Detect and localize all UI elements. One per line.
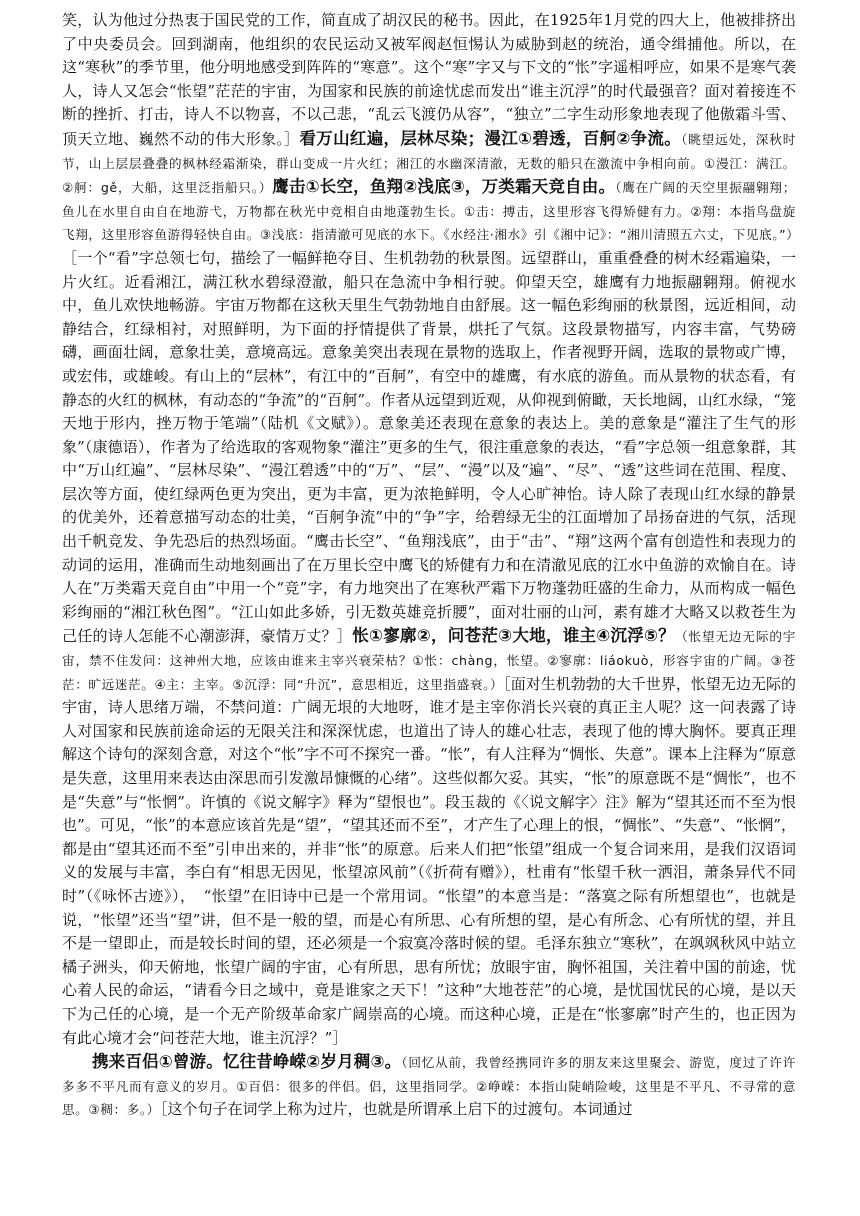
poem-line: 鹰击①长空，鱼翔②浅底③，万类霜天竞自由。 (272, 177, 616, 197)
body-paragraph (62, 1050, 796, 1122)
analysis-text: ［一个“看”字总领七句，描绘了一幅鲜艳夺目、生机勃勃的秋景图。远望群山，重重叠叠的树木经霜遍染，一片火红。近看湘江，满江秋水碧绿澄澈，船只在急流中争相行驶。仰望天空，雄鹰有力地振翮翱翔。俯视水中，鱼儿欢快地畅游。宇宙万物都在这秋天里生气勃勃地自由舒展。这一幅色彩绚丽的秋景图，远近相间，动静结合，红绿相衬，对照鲜明，为下面的抒情提供了背景，烘托了气氛。这段景物描写，内容丰富，气势磅礴，画面壮阔，意象壮美，意境高远。意象美突出表现在景物的选取上，作者视野开阔，选取的景物或广博，或宏伟，或雄峻。有山上的“层林”，有江中的“百舸”，有空中的雄鹰，有水底的游鱼。而从景物的状态看，有静态的火红的枫林，有动态的“争流”的“百舸”。作者从远望到近观，从仰视到俯瞰，天长地阔，山红水绿，“笼天地于形内，挫万物于笔端”（陆机《文赋》）。意象美还表现在意象的表达上。美的意象是“灌注了生气的形象”（康德语），作者为了给选取的客观物象“灌注”更多的生气，很注重意象的表达，“看”字总领一组意象群，其中“万山红遍”、“层林尽染”、“漫江碧透”中的“万”、“层”、“漫”以及“遍”、“尽”、“透”这些词在范围、程度、层次等方面，使红绿两色更为突出，更为丰富，更为浓艳鲜明，令人心旷神怡。诗人除了表现山红水绿的静景的优美外，还着意描写动态的壮美，“百舸争流”中的“争”字，给碧绿无尘的江面增加了昂扬奋进的气氛，活现出千帆竞发、争先恐后的热烈场面。“鹰击长空”、“鱼翔浅底”，由于“击”、“翔”这两个富有创造性和表现力的动词的运用，准确而生动地刻画出了在万里长空中鹰飞的矫健有力和在清澈见底的江水中鱼游的欢愉自在。诗人在“万类霜天竞自由”中用一个“竞”字，有力地突出了在寒秋严霜下万物蓬勃旺盛的生命力，从而构成一幅色彩绚丽的“湘江秋色图”。“江山如此多娇，引无数英雄竞折腰”，面对壮丽的山河，素有雄才大略又以救苍生为己任的诗人怎能不心潮澎湃，豪情万丈？］ (62, 248, 796, 646)
poem-annotation: （眺望远处，深秋时节，山上层层叠叠的枫林经霜渐染，群山变成一片火红；湘江的水幽深清澈，无数的船只在激流中争相向前。①漫江：满江。②舸：gě，大船，这里泛指船只。） (62, 131, 796, 196)
analysis-text: ［面对生机勃勃的大千世界，怅望无边无际的宇宙，诗人思绪万端，不禁问道：广阔无垠的大地呀，谁才是主宰你消长兴衰的真正主人呢？这一问表露了诗人对国家和民族前途命运的无限关注和深深忧虑，也道出了诗人的雄心壮志，表现了他的博大胸怀。要真正理解这个诗句的深刻含意，对这个“怅”字不可不探究一番。“怅”，有人注释为“惆怅、失意”。课本上注释为“原意是失意，这里用来表达由深思而引发激昂慷慨的心绪”。这些似都欠妥。其实，“怅”的原意既不是“惆怅”，也不是“失意”与“怅惘”。许慎的《说文解字》释为“望恨也”。段玉裁的《〈说文解字〉注》解为“望其还而不至为恨也”。可见，“怅”的本意应该首先是“望”，“望其还而不至”，才产生了心理上的恨，“惆怅”、“失意”、“怅惘”，都是由“望其还而不至”引申出来的，并非“怅”的原意。后来人们把“怅望”组成一个复合词来用，是我们汉语词义的发展与丰富，李白有“相思无因见，怅望凉风前”（《折荷有赠》），杜甫有“怅望千秋一洒泪，萧条异代不同时”（《咏怀古迹》）， “怅望”在旧诗中已是一个常用词。“怅望”的本意当是：“落寞之际有所想望也”，也就是说，“怅望”还当“望”讲，但不是一般的望，而是心有所思、心有所想的望，是心有所念、心有所忧的望，并且不是一望即止，而是较长时间的望，还必须是一个寂寞冷落时候的望。毛泽东独立“寒秋”，在飒飒秋风中站立橘子洲头，仰天俯地，怅望广阔的宇宙，心有所思，思有所忧；放眼宇宙，胸怀祖国，关注着中国的前途，忧心着人民的命运，“请看今日之域中，竟是谁家之天下！”这种“大地苍茫”的心境，是忧国忧民的心境，是以天下为己任的心境，是一个无产阶级革命家广阔崇高的心境。而这种心境，正是在“怅寥廓”时产生的，也正因为有此心境才会“问苍茫大地，谁主沉浮？”］ (62, 674, 796, 1047)
poem-line: 怅①寥廓②，问苍茫③大地，谁主④沉浮⑤？ (352, 626, 676, 646)
poem-line: 携来百侣①曾游。忆往昔峥嵘②岁月稠③。 (92, 1052, 402, 1072)
analysis-text: ［这个句子在词学上称为过片，也就是所谓承上启下的过渡句。本词通过 (159, 1100, 633, 1119)
poem-line: 看万山红遍，层林尽染；漫江①碧透，百舸②争流。 (299, 128, 682, 148)
body-text: 笑，认为他过分热衷于国民党的工作，简直成了胡汉民的秘书。因此，在1925年1月党的四大上，他被排挤出了中央委员会。回到湖南，他组织的农民运动又被军阀赵恒惕认为威胁到赵的统治，通令缉捕他。所以，在这“寒秋”的季节里，他分明地感受到阵阵的“寒意”。这个“寒”字又与下文的“怅”字遥相呼应，如果不是寒气袭人，诗人又怎会“怅望”茫茫的宇宙，为国家和民族的前途忧虑而发出“谁主沉浮”的时代最强音？面对着接连不断的挫折、打击，诗人不以物喜，不以己悲，“乱云飞渡仍从容”，“独立”二字生动形象地表现了他傲霜斗雪、顶天立地、巍然不动的伟大形象。］ (62, 11, 796, 148)
body-paragraph (62, 9, 800, 1050)
poem-annotation: （回忆从前，我曾经携同许多的朋友来这里聚会、游览，度过了许许多多不平凡而有意义的岁月。①百侣：很多的伴侣。侣，这里指同学。②峥嵘：本指山陡峭险峻，这里是不平凡、不寻常的意思。③稠：多。） (62, 1055, 796, 1118)
poem-annotation: （鹰在广阔的天空里振翮翱翔；鱼儿在水里自由自在地游弋，万物都在秋光中竞相自由地蓬勃生长。①击：搏击，这里形容飞得矫健有力。②翔：本指鸟盘旋飞翔，这里形容鱼游得轻快自由。③浅底：指清澈可见底的水下。《水经注·湘水》引《湘中记》：“湘川清照五六丈，下见底。”） (62, 180, 800, 243)
poem-annotation: （怅望无边无际的宇宙，禁不住发问：这神州大地，应该由谁来主宰兴衰荣枯？①怅：chàng，怅望。②寥廓：liáokuò，形容宇宙的广阔。③苍茫：旷远迷茫。④主：主宰。⑤沉浮：同“升沉”，意思相近，这里指盛衰。） (62, 629, 796, 692)
